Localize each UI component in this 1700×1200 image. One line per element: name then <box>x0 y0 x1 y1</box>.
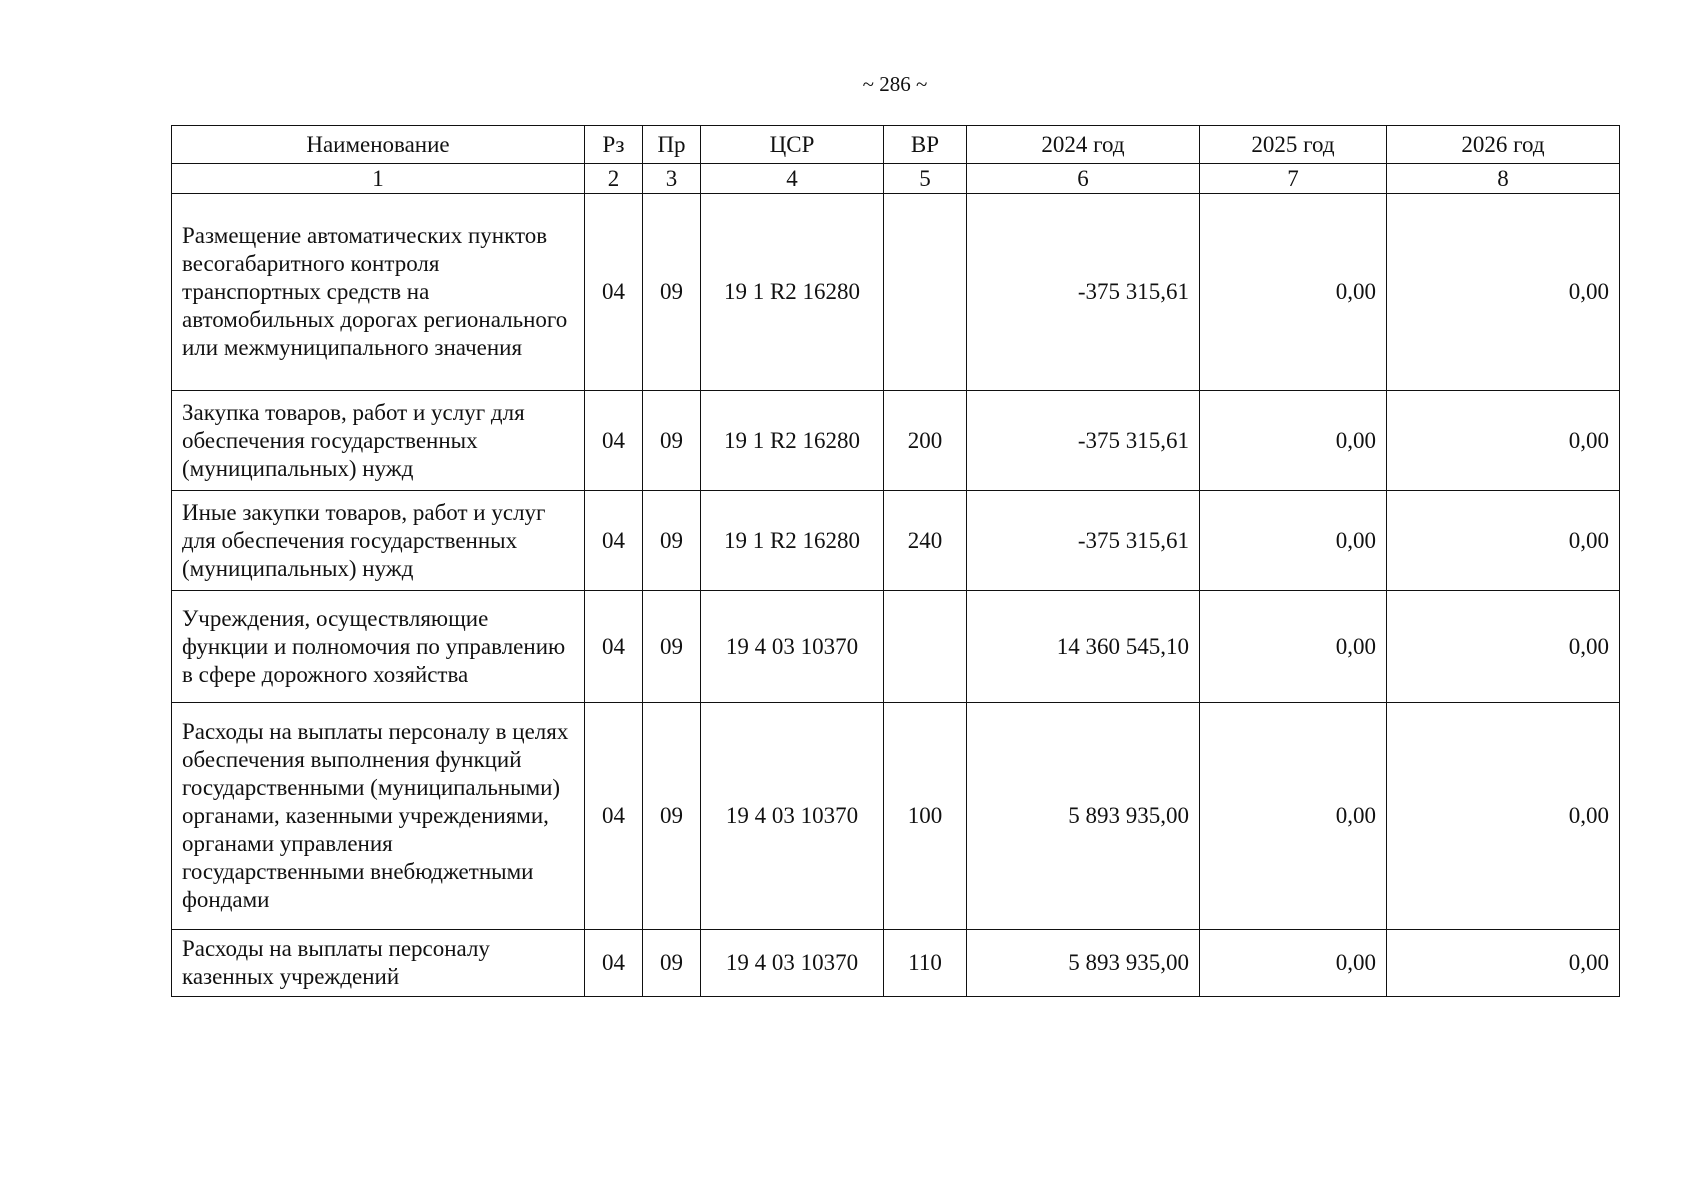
row-rz: 04 <box>585 194 643 391</box>
table-row <box>172 703 1620 930</box>
row-name: Расходы на выплаты персоналу казенных учреждений <box>172 930 585 997</box>
row-amount-2025: 0,00 <box>1200 703 1387 930</box>
header-2024: 2024 год <box>967 126 1200 164</box>
column-number: 6 <box>967 164 1200 194</box>
column-number: 2 <box>585 164 643 194</box>
row-pr: 09 <box>643 930 701 997</box>
column-number: 7 <box>1200 164 1387 194</box>
header-2025: 2025 год <box>1200 126 1387 164</box>
row-vr: 200 <box>884 391 967 491</box>
column-number: 5 <box>884 164 967 194</box>
header-name: Наименование <box>172 126 585 164</box>
table-row <box>172 391 1620 491</box>
row-pr: 09 <box>643 491 701 591</box>
row-amount-2025: 0,00 <box>1200 591 1387 703</box>
column-number: 1 <box>172 164 585 194</box>
table-row <box>172 491 1620 591</box>
budget-table <box>171 125 1620 997</box>
page-number: ~ 286 ~ <box>862 72 928 96</box>
row-vr: 240 <box>884 491 967 591</box>
table-row <box>172 591 1620 703</box>
row-name: Учреждения, осуществляющие функции и полномочия по управлению в сфере дорожного хозяйства <box>172 591 585 703</box>
row-amount-2025: 0,00 <box>1200 930 1387 997</box>
row-pr: 09 <box>643 391 701 491</box>
row-csr: 19 4 03 10370 <box>701 591 884 703</box>
header-2026: 2026 год <box>1387 126 1620 164</box>
row-rz: 04 <box>585 930 643 997</box>
row-amount-2024: -375 315,61 <box>967 194 1200 391</box>
table-row <box>172 194 1620 391</box>
row-csr: 19 1 R2 16280 <box>701 194 884 391</box>
row-csr: 19 1 R2 16280 <box>701 391 884 491</box>
row-amount-2025: 0,00 <box>1200 491 1387 591</box>
row-name: Закупка товаров, работ и услуг для обеспечения государственных (муниципальных) нужд <box>172 391 585 491</box>
row-pr: 09 <box>643 591 701 703</box>
row-amount-2025: 0,00 <box>1200 391 1387 491</box>
row-amount-2026: 0,00 <box>1387 391 1620 491</box>
row-amount-2026: 0,00 <box>1387 491 1620 591</box>
row-rz: 04 <box>585 491 643 591</box>
row-amount-2026: 0,00 <box>1387 703 1620 930</box>
row-rz: 04 <box>585 703 643 930</box>
row-amount-2024: 5 893 935,00 <box>967 930 1200 997</box>
column-number-row <box>172 164 1620 194</box>
row-vr: 100 <box>884 703 967 930</box>
header-vr: ВР <box>884 126 967 164</box>
row-csr: 19 4 03 10370 <box>701 703 884 930</box>
row-name: Иные закупки товаров, работ и услуг для обеспечения государственных (муниципальных) нужд <box>172 491 585 591</box>
column-number: 3 <box>643 164 701 194</box>
table-row <box>172 930 1620 997</box>
header-row <box>172 126 1620 164</box>
row-amount-2025: 0,00 <box>1200 194 1387 391</box>
row-amount-2024: -375 315,61 <box>967 391 1200 491</box>
row-vr: 110 <box>884 930 967 997</box>
row-csr: 19 1 R2 16280 <box>701 491 884 591</box>
row-amount-2026: 0,00 <box>1387 194 1620 391</box>
row-amount-2024: 14 360 545,10 <box>967 591 1200 703</box>
row-amount-2026: 0,00 <box>1387 930 1620 997</box>
row-rz: 04 <box>585 591 643 703</box>
row-pr: 09 <box>643 703 701 930</box>
row-amount-2024: -375 315,61 <box>967 491 1200 591</box>
row-rz: 04 <box>585 391 643 491</box>
row-pr: 09 <box>643 194 701 391</box>
column-number: 4 <box>701 164 884 194</box>
row-amount-2024: 5 893 935,00 <box>967 703 1200 930</box>
row-name: Размещение автоматических пунктов весогабаритного контроля транспортных средств на автомобильных дорогах регионального или межмуниципального значения <box>172 194 585 391</box>
header-rz: Рз <box>585 126 643 164</box>
row-vr <box>884 194 967 391</box>
header-pr: Пр <box>643 126 701 164</box>
column-number: 8 <box>1387 164 1620 194</box>
row-vr <box>884 591 967 703</box>
header-csr: ЦСР <box>701 126 884 164</box>
row-amount-2026: 0,00 <box>1387 591 1620 703</box>
row-name: Расходы на выплаты персоналу в целях обеспечения выполнения функций государственными (муниципальными) органами, казенными учреждениями, органами управления государственными внебюджетными фондами <box>172 703 585 930</box>
row-csr: 19 4 03 10370 <box>701 930 884 997</box>
